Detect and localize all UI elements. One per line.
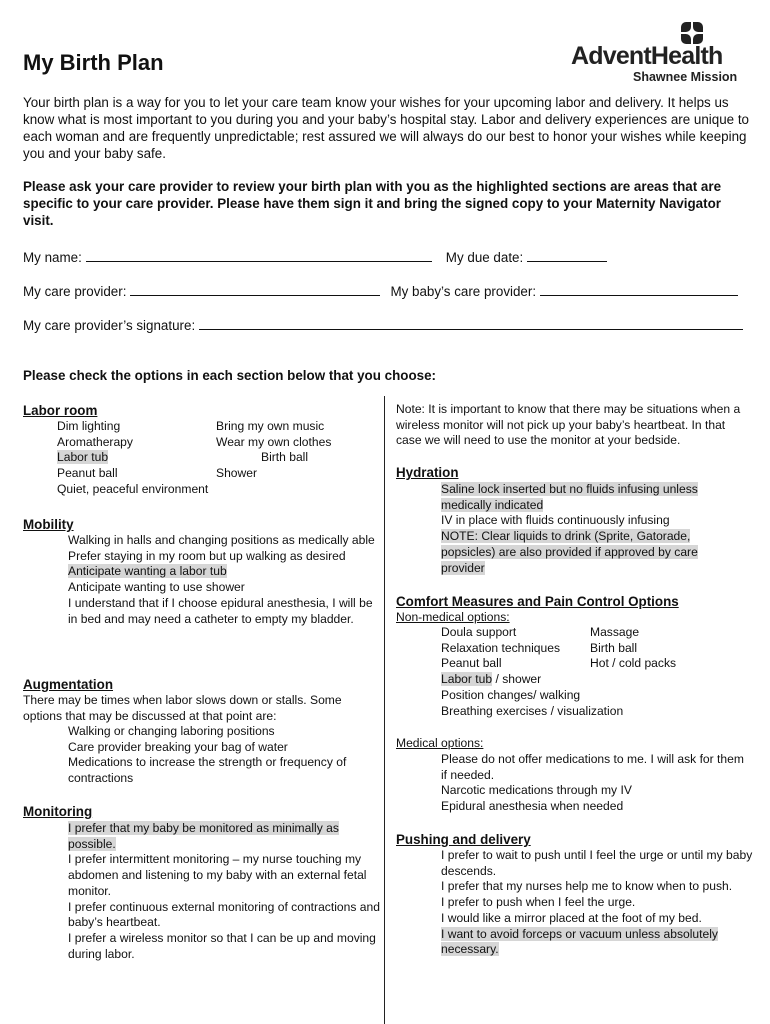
signature-row xyxy=(23,316,743,333)
option-breaking-water[interactable]: Care provider breaking your bag of water xyxy=(68,739,288,754)
augmentation-intro: There may be times when labor slows down or stalls. Some options that may be discussed at that point are: xyxy=(23,693,342,723)
instructions-paragraph: Please ask your care provider to review your birth plan with you as the highlighted sections are areas that are specific to your care provider. Please have them sign it and bring the signed copy to your Maternity Navigator visit. xyxy=(23,179,722,228)
option-medications-strength[interactable]: Medications to increase the strength or frequency of contractions xyxy=(68,755,347,786)
hydration-section xyxy=(396,464,459,481)
option-nurse-help-push[interactable]: I prefer that my nurses help me to know when to push. xyxy=(441,879,733,894)
option-epidural[interactable]: Epidural anesthesia when needed xyxy=(441,799,624,814)
labor-room-left-options xyxy=(57,419,208,498)
labor-room-heading: Labor room xyxy=(23,403,98,418)
medical-options-label-wrap xyxy=(396,736,483,752)
logo-mark-icon xyxy=(681,22,705,44)
mobility-heading: Mobility xyxy=(23,517,74,532)
medical-options xyxy=(441,752,753,815)
provider-row xyxy=(23,282,738,299)
option-wait-to-push[interactable]: I prefer to wait to push until I feel the urge or until my baby descends. xyxy=(441,848,753,878)
option-no-medications[interactable]: Please do not offer medications to me. I will ask for them if needed. xyxy=(441,752,744,782)
option-peanut-ball[interactable]: Peanut ball xyxy=(57,466,118,481)
option-saline-lock[interactable]: Saline lock inserted but no fluids infusing unless medically indicated xyxy=(441,482,698,512)
page-title: My Birth Plan xyxy=(23,50,164,75)
augmentation-section xyxy=(23,676,368,724)
option-quiet-environment[interactable]: Quiet, peaceful environment xyxy=(57,481,209,496)
option-own-clothes[interactable]: Wear my own clothes xyxy=(216,434,332,449)
option-wireless-monitor[interactable]: I prefer a wireless monitor so that I can be up and moving during labor. xyxy=(68,930,376,961)
option-dim-lighting[interactable]: Dim lighting xyxy=(57,419,121,433)
hydration-heading: Hydration xyxy=(396,465,459,480)
pushing-options xyxy=(441,848,753,958)
option-doula[interactable]: Doula support xyxy=(441,625,517,639)
monitoring-section xyxy=(23,803,92,820)
medical-label: Medical options: xyxy=(396,736,484,750)
logo-subtitle: Shawnee Mission xyxy=(633,70,738,84)
option-intermittent-monitoring[interactable]: I prefer intermittent monitoring – my nurse touching my abdomen and listening to my baby with an external fetal monitor. xyxy=(68,852,367,898)
name-field[interactable] xyxy=(86,248,432,262)
augmentation-heading: Augmentation xyxy=(23,677,114,692)
baby-provider-label: My baby’s care provider: xyxy=(390,284,537,299)
pushing-section xyxy=(396,831,531,848)
labor-room-section xyxy=(23,402,97,419)
labor-tub-text: Labor tub xyxy=(441,672,493,687)
column-divider xyxy=(384,396,385,1024)
comfort-heading: Comfort Measures and Pain Control Options xyxy=(396,594,679,609)
option-anticipate-shower[interactable]: Anticipate wanting to use shower xyxy=(68,580,245,595)
shower-text: / shower xyxy=(492,672,542,687)
option-position-changes[interactable]: Position changes/ walking xyxy=(441,687,581,702)
adventhealth-logo xyxy=(571,22,746,86)
nonmedical-right-options xyxy=(590,625,676,672)
option-hot-cold-packs[interactable]: Hot / cold packs xyxy=(590,656,677,671)
labor-room-right-options xyxy=(216,419,331,482)
option-epidural-understanding[interactable]: I understand that if I choose epidural anesthesia, I will be in bed and may need a catheter to empty my bladder. xyxy=(68,595,373,626)
option-birth-ball[interactable]: Birth ball xyxy=(261,450,309,465)
option-breathing[interactable]: Breathing exercises / visualization xyxy=(441,703,624,718)
options-heading: Please check the options in each section below that you choose: xyxy=(23,368,436,383)
care-provider-field[interactable] xyxy=(130,282,380,296)
monitoring-heading: Monitoring xyxy=(23,804,93,819)
baby-provider-field[interactable] xyxy=(540,282,738,296)
augmentation-options xyxy=(68,724,373,787)
option-shower[interactable]: Shower xyxy=(216,466,258,481)
signature-field[interactable] xyxy=(199,316,743,330)
option-massage[interactable]: Massage xyxy=(590,625,640,639)
option-birth-ball-comfort[interactable]: Birth ball xyxy=(590,640,638,655)
option-anticipate-labor-tub[interactable]: Anticipate wanting a labor tub xyxy=(68,564,227,579)
option-aromatherapy[interactable]: Aromatherapy xyxy=(57,434,133,449)
due-date-label: My due date: xyxy=(445,250,524,265)
option-narcotic-iv[interactable]: Narcotic medications through my IV xyxy=(441,783,632,798)
mobility-section xyxy=(23,516,74,533)
option-labor-tub-shower[interactable] xyxy=(441,672,623,688)
option-mirror[interactable]: I would like a mirror placed at the foot of my bed. xyxy=(441,910,702,925)
option-push-urge[interactable]: I prefer to push when I feel the urge. xyxy=(441,895,636,910)
signature-label: My care provider’s signature: xyxy=(23,318,196,333)
care-provider-label: My care provider: xyxy=(23,284,127,299)
option-own-music[interactable]: Bring my own music xyxy=(216,419,325,433)
name-label: My name: xyxy=(23,250,82,265)
option-staying-room[interactable]: Prefer staying in my room but up walking as desired xyxy=(68,548,346,563)
option-iv-fluids[interactable]: IV in place with fluids continuously infusing xyxy=(441,513,670,528)
nonmedical-label: Non-medical options: xyxy=(396,610,510,624)
option-labor-tub[interactable]: Labor tub xyxy=(57,450,109,465)
intro-paragraph: Your birth plan is a way for you to let your care team know your wishes for your upcoming labor and delivery. It helps us know what is most important to you during you and your baby’s hospital stay. Labor and delivery experiences are unique to each woman and are frequently unpredictable; rest assured we will always do our best to honor your wishes while keeping you and your baby safe. xyxy=(23,95,749,161)
option-continuous-monitoring[interactable]: I prefer continuous external monitoring of contractions and baby’s heartbeat. xyxy=(68,899,380,930)
hydration-note: NOTE: Clear liquids to drink (Sprite, Gatorade, popsicles) are also provided if approved by care provider xyxy=(441,529,698,575)
pushing-heading: Pushing and delivery xyxy=(396,832,531,847)
logo-name: AdventHealth xyxy=(571,42,723,70)
option-minimal-monitoring[interactable]: I prefer that my baby be monitored as minimally as possible. xyxy=(68,821,339,851)
wireless-note: Note: It is important to know that there may be situations when a wireless monitor will not pick up your baby’s heartbeat. In that case we will need to use the monitor at your bedside. xyxy=(396,402,741,448)
mobility-options xyxy=(68,533,378,627)
comfort-section xyxy=(396,593,756,626)
due-date-field[interactable] xyxy=(527,248,607,262)
option-avoid-forceps[interactable]: I want to avoid forceps or vacuum unless absolutely necessary. xyxy=(441,926,718,957)
option-walking-positions[interactable]: Walking or changing laboring positions xyxy=(68,724,275,738)
name-row xyxy=(23,248,607,265)
monitoring-options xyxy=(68,821,380,962)
option-relaxation[interactable]: Relaxation techniques xyxy=(441,640,561,655)
option-walking-halls[interactable]: Walking in halls and changing positions as medically able xyxy=(68,533,375,547)
option-peanut-ball-comfort[interactable]: Peanut ball xyxy=(441,656,502,671)
hydration-options xyxy=(441,482,711,576)
